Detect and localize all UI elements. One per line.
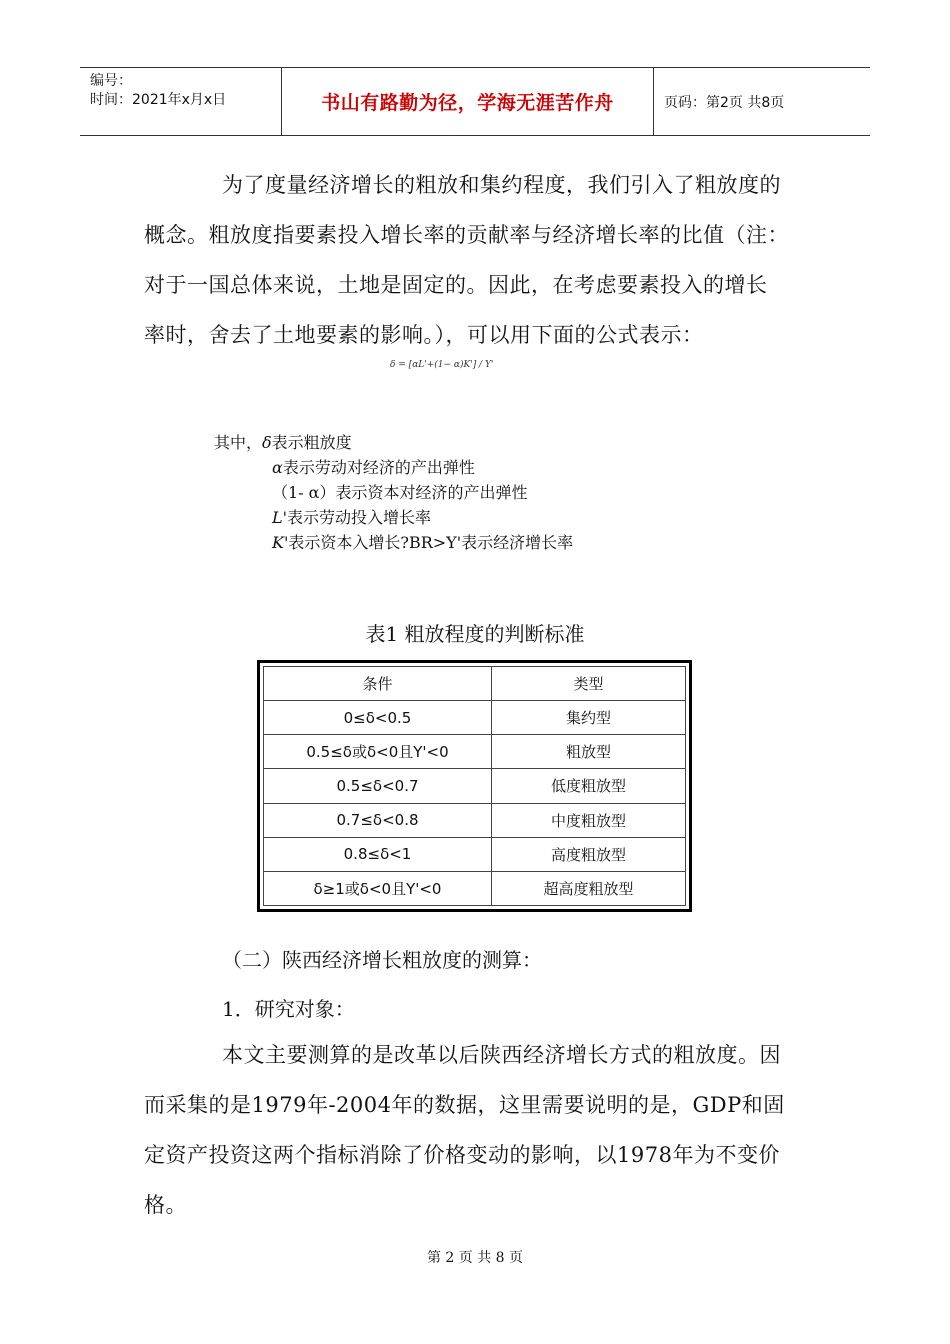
- intro-paragraph: [144, 160, 814, 360]
- definition-symbol: K': [272, 533, 289, 552]
- header-motto: 书山有路勤为径，学海无涯苦作舟: [282, 68, 654, 135]
- page-header: [80, 67, 870, 136]
- intro-line: 概念。粗放度指要素投入增长率的贡献率与经济增长率的比值（注：: [144, 223, 789, 247]
- table-row: [264, 735, 686, 769]
- table-cell-condition: 0.8≤δ<1: [264, 837, 492, 871]
- intro-line: 率时，舍去了土地要素的影响。），可以用下面的公式表示：: [144, 323, 704, 347]
- table-cell-type: 高度粗放型: [492, 837, 686, 871]
- table-row: [264, 803, 686, 837]
- table-cell-condition: 0.7≤δ<0.8: [264, 803, 492, 837]
- definition-symbol: α: [272, 458, 283, 477]
- table-row: [264, 871, 686, 905]
- header-time: 时间：2021年x月x日: [90, 92, 227, 108]
- table-cell-condition: 0≤δ<0.5: [264, 701, 492, 735]
- intro-line: 对于一国总体来说，土地是固定的。因此，在考虑要素投入的增长: [144, 273, 768, 297]
- table-cell-type: 超高度粗放型: [492, 871, 686, 905]
- table-header-row: [264, 667, 686, 701]
- subsection-heading: 1．研究对象：: [222, 997, 355, 1021]
- header-page-info: 页码：第2页 共8页: [664, 94, 785, 111]
- table-cell-type: 集约型: [492, 701, 686, 735]
- table-caption: 表1 粗放程度的判断标准: [365, 622, 585, 646]
- table-cell-type: 中度粗放型: [492, 803, 686, 837]
- table-cell-type: 低度粗放型: [492, 769, 686, 803]
- formula: δ = [αL'+(1− α)K'] / Y': [390, 360, 494, 370]
- table-row: [264, 701, 686, 735]
- table-row: [264, 837, 686, 871]
- definition-text: 表示劳动对经济的产出弹性: [282, 458, 475, 477]
- header-number: 编号：: [90, 73, 132, 89]
- section-heading: （二）陕西经济增长粗放度的测算：: [222, 948, 542, 972]
- table-header-cell: 类型: [492, 667, 686, 701]
- research-line: 定资产投资这两个指标消除了价格变动的影响，以1978年为不变价: [144, 1143, 780, 1167]
- definition-text: 表示劳动投入增长率: [287, 508, 432, 527]
- definitions-lead: 其中，: [214, 433, 263, 452]
- table-cell-condition: 0.5≤δ或δ<0且Y'<0: [264, 735, 492, 769]
- research-line: 而采集的是1979年-2004年的数据，这里需要说明的是，GDP和固: [144, 1093, 785, 1117]
- research-line: 本文主要测算的是改革以后陕西经济增长方式的粗放度。因: [222, 1043, 781, 1067]
- table-header-cell: 条件: [264, 667, 492, 701]
- definition-text: （1- α）表示资本对经济的产出弹性: [272, 483, 528, 502]
- definitions: [214, 430, 573, 555]
- table-row: [264, 769, 686, 803]
- table-cell-condition: 0.5≤δ<0.7: [264, 769, 492, 803]
- criteria-table: [257, 660, 692, 912]
- definition-symbol: L': [272, 508, 288, 527]
- header-meta: [80, 68, 282, 135]
- research-paragraph: [144, 1030, 814, 1230]
- page-footer: 第 2 页 共 8 页: [426, 1250, 524, 1266]
- research-line: 格。: [144, 1193, 187, 1217]
- definition-text: 表示粗放度: [271, 433, 352, 452]
- definition-text: 表示资本入增长?BR>Y'表示经济增长率: [288, 533, 574, 552]
- definition-symbol: δ: [262, 433, 272, 452]
- table-cell-type: 粗放型: [492, 735, 686, 769]
- intro-line: 为了度量经济增长的粗放和集约程度，我们引入了粗放度的: [222, 173, 781, 197]
- table-cell-condition: δ≥1或δ<0且Y'<0: [264, 871, 492, 905]
